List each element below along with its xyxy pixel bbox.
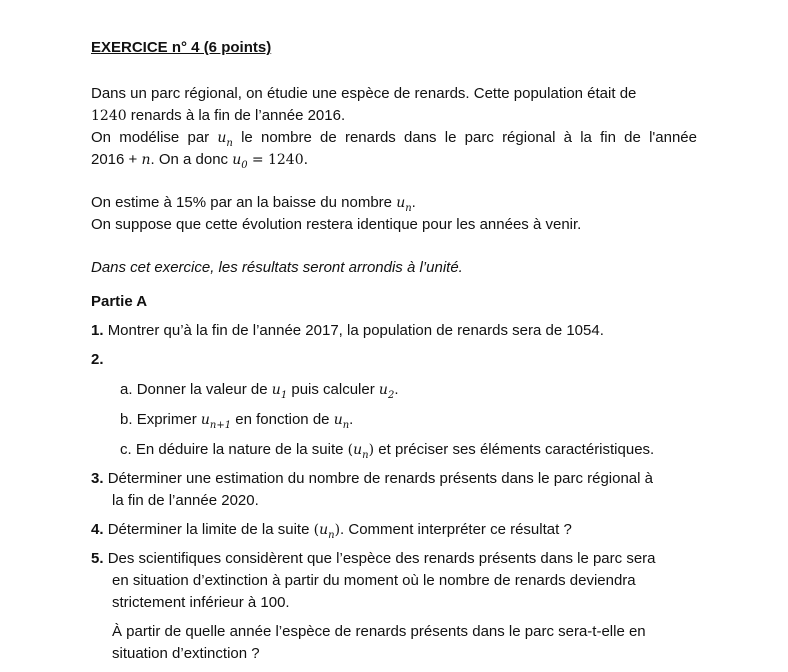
- rounding-note: Dans cet exercice, les résultats seront arrondis à l’unité.: [91, 259, 463, 276]
- intro-line-3: On modélise par $u_n$ le nombre de renards dans le parc régional à la fin de l'année: [91, 129, 697, 149]
- exercise-title: EXERCICE n° 4 (6 points): [91, 39, 272, 56]
- question-5-line-3: strictement inférieur à 100.: [112, 594, 290, 611]
- question-2b: b. Exprimer $u_{n+1}$ en fonction de $u_n$.: [120, 411, 354, 431]
- question-5-line-4: À partir de quelle année l’espèce de renards présents dans le parc sera-t-elle en: [112, 623, 646, 640]
- question-3-line-1: 3. Déterminer une estimation du nombre de renards présents dans le parc régional à: [91, 470, 653, 487]
- intro-line-6: On suppose que cette évolution restera identique pour les années à venir.: [91, 216, 582, 233]
- part-a-heading: Partie A: [91, 293, 148, 310]
- question-2-number: 2.: [91, 351, 104, 368]
- question-2c: c. En déduire la nature de la suite $(u_n)$ et préciser ses éléments caractéristiques.: [120, 441, 655, 461]
- intro-population-value: 1240: [91, 108, 127, 124]
- intro-line-2: 1240 renards à la fin de l’année 2016.: [91, 107, 346, 124]
- intro-line-4: 2016 + n. On a donc $u_0 = 1240$.: [91, 151, 309, 171]
- question-1: 1. Montrer qu’à la fin de l’année 2017, la population de renards sera de 1054.: [91, 322, 604, 339]
- question-5-line-1: 5. Des scientifiques considèrent que l’espèce des renards présents dans le parc sera: [91, 550, 656, 567]
- question-3-line-2: la fin de l’année 2020.: [112, 492, 259, 509]
- question-4: 4. Déterminer la limite de la suite $(u_n)$. Comment interpréter ce résultat ?: [91, 521, 572, 541]
- question-5-line-2: en situation d’extinction à partir du moment où le nombre de renards deviendra: [112, 572, 636, 589]
- math-un: $u_n$: [217, 130, 233, 149]
- intro-line-1: Dans un parc régional, on étudie une espèce de renards. Cette population était de: [91, 85, 637, 102]
- question-2a: a. Donner la valeur de $u_1$ puis calculer $u_2$.: [120, 381, 399, 401]
- question-5-line-5: situation d’extinction ?: [112, 645, 260, 662]
- intro-line-5: On estime à 15% par an la baisse du nombre $u_n$.: [91, 194, 416, 214]
